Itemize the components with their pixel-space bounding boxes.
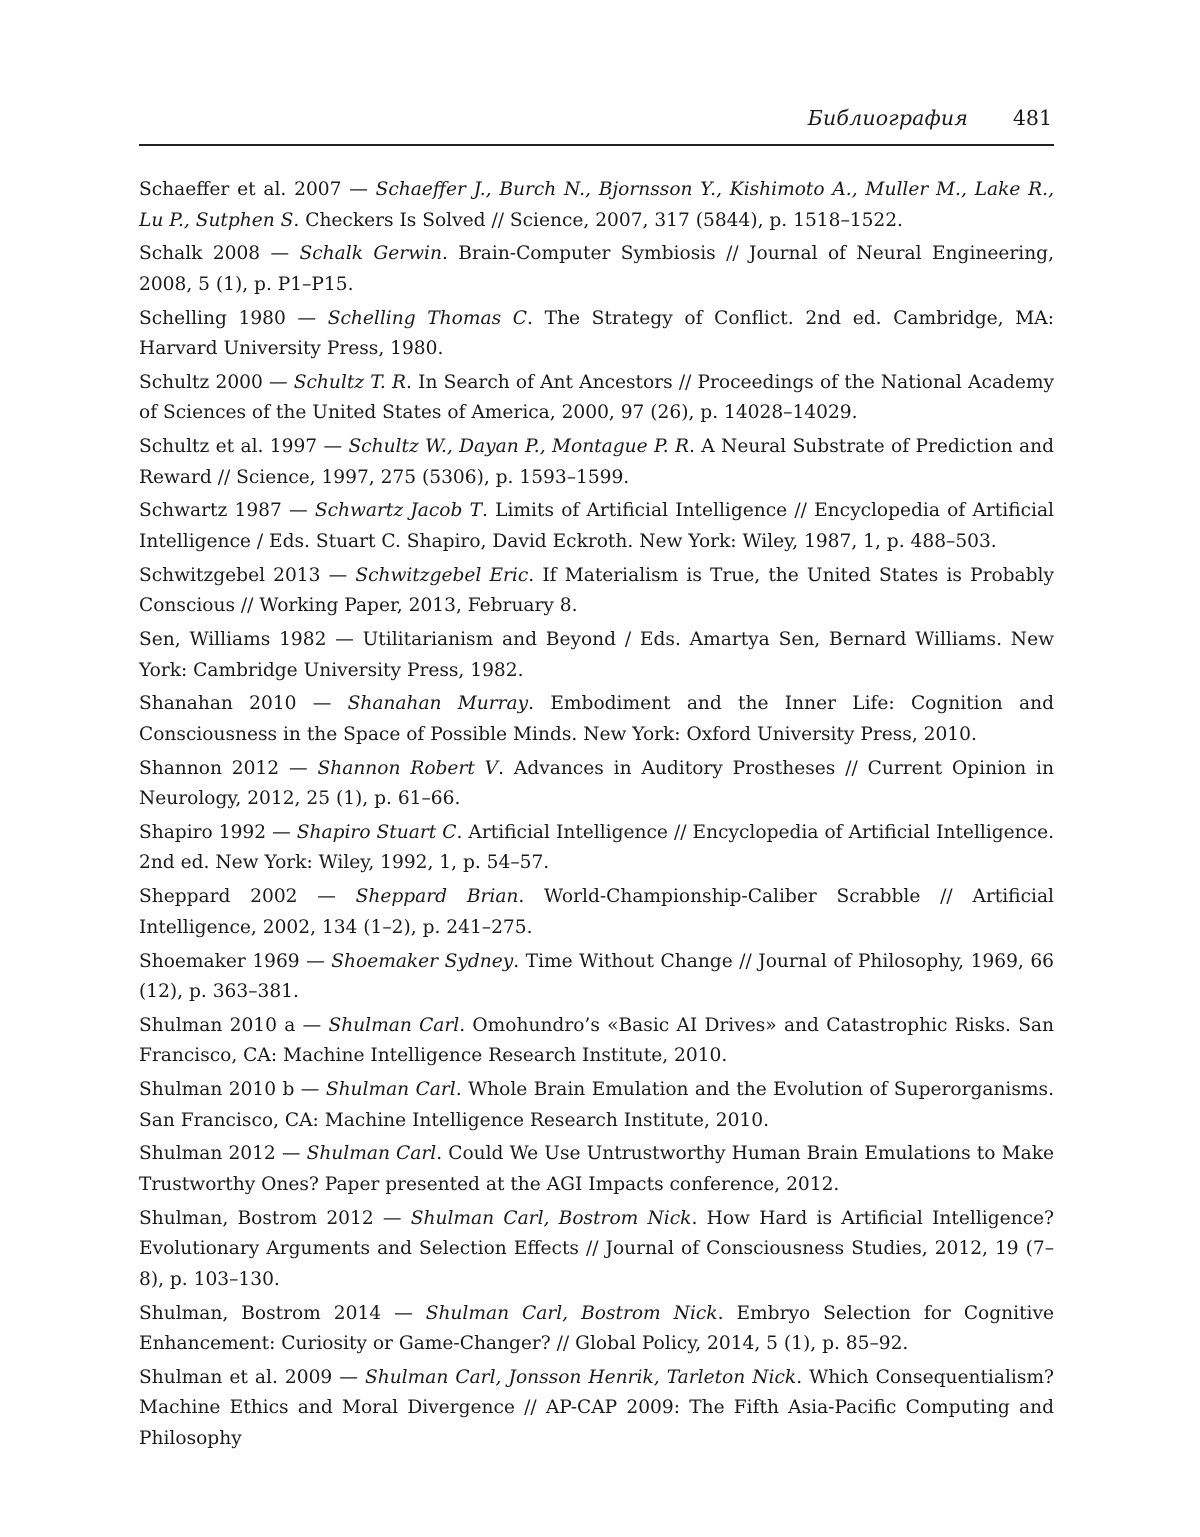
entry-details: . Time Without Change // Journal of Philosophy, 1969, 66 (12), p. 363–381. — [139, 950, 1054, 1003]
bibliography-entry — [139, 1011, 1054, 1072]
entry-authors: Shulman Carl, Bostrom Nick — [425, 1302, 718, 1324]
entry-details: . Checkers Is Solved // Science, 2007, 317 (5844), p. 1518–1522. — [293, 209, 903, 231]
bibliography-entry — [139, 882, 1054, 943]
entry-key: Schwartz 1987 — — [139, 500, 315, 522]
entry-key: Shoemaker 1969 — — [139, 950, 332, 972]
entry-details: . Omohundro’s «Basic AI Drives» and Catastrophic Risks. San Francisco, CA: Machine Intelligence Research Institute, 2010. — [139, 1014, 1054, 1067]
entry-authors: Shulman Carl — [325, 1079, 456, 1101]
page-number: 481 — [1012, 106, 1052, 130]
bibliography-entry — [139, 239, 1054, 300]
entry-key: Shulman et al. 2009 — — [139, 1366, 365, 1388]
entry-key: Schultz et al. 1997 — — [139, 436, 349, 458]
entry-authors: Schalk Gerwin — [299, 243, 442, 265]
entry-key: Shulman 2012 — — [139, 1143, 307, 1165]
entry-details: . World-Championship-Caliber Scrabble // Artificial Intelligence, 2002, 134 (1–2), p. 241–275. — [139, 886, 1054, 938]
entry-authors: Schelling Thomas C — [327, 307, 528, 329]
entry-key: Shanahan 2010 — — [139, 693, 348, 715]
entry-details: . Limits of Artificial Intelligence // Encyclopedia of Artificial Intelligence / Eds. Stuart C. Shapiro, David Eckroth. New York: Wiley, 1987, 1, p. 488–503. — [139, 500, 1054, 552]
entry-details: . If Materialism is True, the United States is Probably Conscious // Working Paper, 2013, February 8. — [139, 564, 1054, 617]
entry-key: Shulman, Bostrom 2012 — — [139, 1207, 411, 1229]
bibliography-entry — [139, 368, 1054, 429]
entry-details: . A Neural Substrate of Prediction and Reward // Science, 1997, 275 (5306), p. 1593–1599. — [139, 436, 1055, 488]
bibliography-entry — [139, 818, 1054, 879]
bibliography-entry — [139, 947, 1054, 1008]
entry-authors: Shapiro Stuart C — [296, 821, 457, 843]
bibliography-entry — [139, 689, 1054, 750]
entry-details: . Embodiment and the Inner Life: Cognition and Consciousness in the Space of Possible Minds. New York: Oxford University Press, 2010. — [139, 693, 1055, 745]
bibliography-entry — [139, 175, 1054, 236]
entry-key: Schalk 2008 — — [139, 243, 300, 265]
entry-authors: Shulman Carl, Bostrom Nick — [410, 1207, 692, 1229]
bibliography-entry — [139, 1204, 1054, 1296]
entry-details: Utilitarianism and Beyond / Eds. Amartya Sen, Bernard Williams. New York: Cambridge University Press, 1982. — [139, 629, 1054, 681]
entry-details: . Whole Brain Emulation and the Evolution of Superorganisms. San Francisco, CA: Machine Intelligence Research Institute, 2010. — [139, 1079, 1054, 1131]
bibliography-entry — [139, 1139, 1054, 1200]
entry-key: Schelling 1980 — — [139, 307, 328, 329]
entry-authors: Schwartz Jacob T — [314, 500, 482, 522]
entry-authors: Shulman Carl — [328, 1014, 460, 1036]
entry-authors: Schultz W., Dayan P., Montague P. R — [348, 436, 689, 458]
running-title: Библиография — [807, 106, 968, 130]
entry-details: . The Strategy of Conflict. 2nd ed. Cambridge, MA: Harvard University Press, 1980. — [139, 307, 1054, 360]
entry-key: Sheppard 2002 — — [139, 886, 356, 908]
entry-key: Schwitzgebel 2013 — — [139, 564, 356, 586]
entry-key: Schaeffer et al. 2007 — — [139, 179, 376, 200]
entry-authors: Shulman Carl — [306, 1143, 437, 1165]
bibliography-entry — [139, 561, 1054, 622]
entry-authors: Schultz T. R — [293, 371, 407, 393]
entry-authors: Sheppard Brian — [355, 886, 519, 908]
bibliography-entry — [139, 1075, 1054, 1136]
entry-authors: Schwitzgebel Eric — [355, 564, 529, 586]
bibliography-entry — [139, 304, 1054, 365]
bibliography-list — [139, 175, 1054, 1458]
entry-key: Sen, Williams 1982 — — [139, 629, 363, 651]
entry-authors: Shanahan Murray — [347, 693, 529, 715]
entry-key: Shulman 2010 b — — [139, 1079, 326, 1101]
entry-details: . Artificial Intelligence // Encyclopedia of Artificial Intelligence. 2nd ed. New York: Wiley, 1992, 1, p. 54–57. — [139, 821, 1054, 874]
entry-details: . Brain-Computer Symbiosis // Journal of Neural Engineering, 2008, 5 (1), p. P1–P15. — [139, 243, 1054, 295]
page-header — [139, 104, 1054, 146]
entry-key: Schultz 2000 — — [139, 371, 294, 393]
bibliography-entry — [139, 432, 1054, 493]
entry-details: . Which Consequentialism? Machine Ethics and Moral Divergence // AP-CAP 2009: The Fifth Asia-Pacific Computing and Philosophy — [139, 1366, 1054, 1449]
entry-details: . Could We Use Untrustworthy Human Brain Emulations to Make Trustworthy Ones? Paper presented at the AGI Impacts conference, 2012. — [139, 1143, 1054, 1195]
entry-details: . Advances in Auditory Prostheses // Current Opinion in Neurology, 2012, 25 (1), p. 61–66. — [139, 757, 1054, 810]
entry-authors: Shoemaker Sydney — [331, 950, 514, 972]
bibliography-entry — [139, 625, 1054, 686]
entry-details: . Embryo Selection for Cognitive Enhancement: Curiosity or Game-Changer? // Global Policy, 2014, 5 (1), p. 85–92. — [139, 1302, 1054, 1355]
entry-key: Shannon 2012 — — [139, 757, 318, 779]
entry-authors: Schaeffer J., Burch N., Bjornsson Y., Kishimoto A., Muller M., Lake R., Lu P., Sutphen S — [139, 179, 1055, 231]
entry-key: Shapiro 1992 — — [139, 821, 297, 843]
bibliography-entry — [139, 1299, 1054, 1360]
entry-details: . How Hard is Artificial Intelligence? Evolutionary Arguments and Selection Effects // Journal of Consciousness Studies, 2012, 19 (7–8), p. 103–130. — [139, 1207, 1054, 1290]
entry-key: Shulman 2010 a — — [139, 1014, 329, 1036]
entry-key: Shulman, Bostrom 2014 — — [139, 1302, 426, 1324]
bibliography-entry — [139, 496, 1054, 557]
entry-authors: Shulman Carl, Jonsson Henrik, Tarleton Nick — [364, 1366, 797, 1388]
bibliography-entry — [139, 1363, 1054, 1455]
entry-authors: Shannon Robert V — [317, 757, 499, 779]
bibliography-entry — [139, 754, 1054, 815]
entry-details: . In Search of Ant Ancestors // Proceedings of the National Academy of Sciences of the United States of America, 2000, 97 (26), p. 14028–14029. — [139, 371, 1054, 424]
